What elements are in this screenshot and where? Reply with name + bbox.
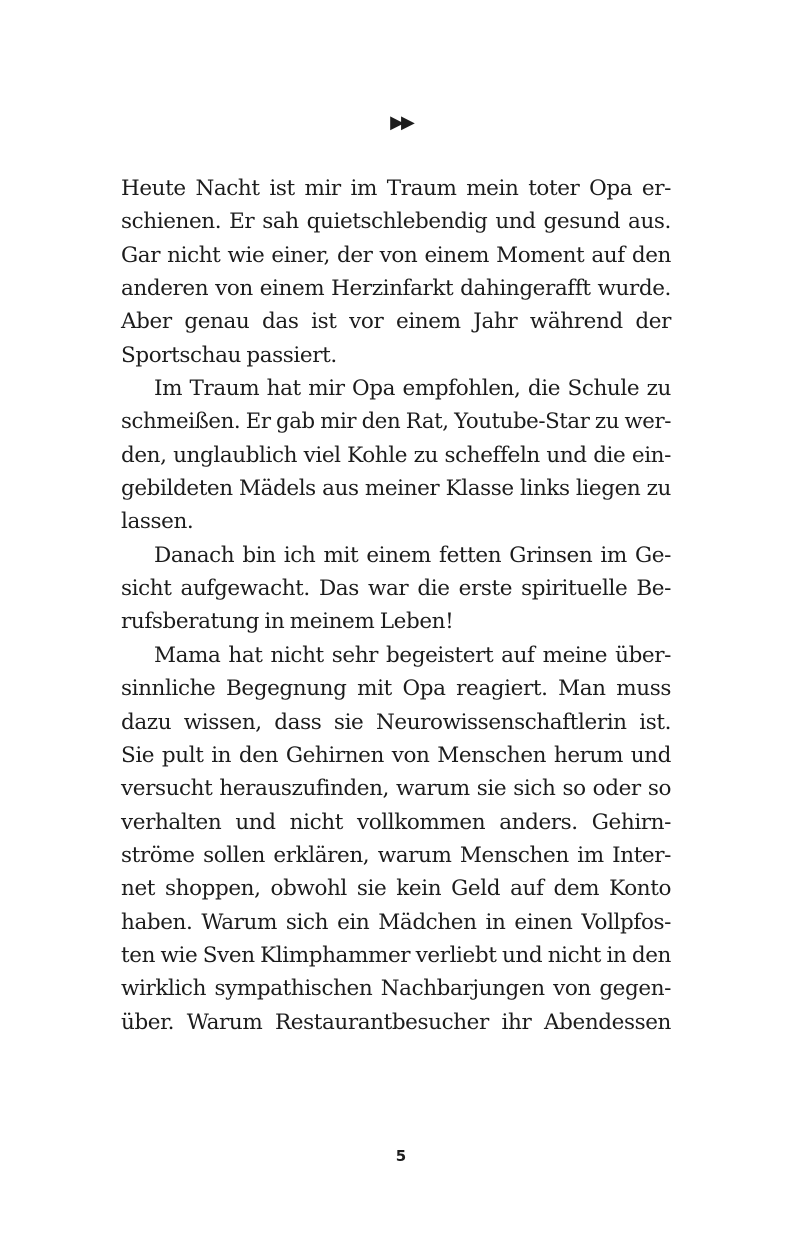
text-line: rufsberatung in meinem Leben! bbox=[121, 609, 454, 635]
text-line: Gar nicht wie einer, der von einem Moment auf den bbox=[121, 242, 671, 268]
text-line: dazu wissen, dass sie Neurowissenschaftlerin ist. bbox=[121, 709, 671, 735]
text-line: den, unglaublich viel Kohle zu scheffeln und die ein- bbox=[121, 442, 671, 468]
text-line: versucht herauszufinden, warum sie sich so oder so bbox=[121, 776, 671, 802]
text-line: verhalten und nicht vollkommen anders. Gehirn- bbox=[121, 809, 671, 835]
section-ornament-icon: ▶▶ bbox=[390, 112, 412, 133]
text-line: Heute Nacht ist mir im Traum mein toter Opa er- bbox=[121, 176, 671, 201]
text-line: lassen. bbox=[121, 509, 194, 535]
text-line: ströme sollen erklären, warum Menschen im Inter- bbox=[121, 842, 671, 868]
text-line: schienen. Er sah quietschlebendig und gesund aus. bbox=[121, 209, 671, 235]
text-line: Aber genau das ist vor einem Jahr während der bbox=[121, 309, 671, 335]
page-number: 5 bbox=[395, 1147, 407, 1165]
text-line: wirklich sympathischen Nachbarjungen von gegen- bbox=[121, 976, 671, 1002]
text-line: anderen von einem Herzinfarkt dahingerafft wurde. bbox=[121, 276, 671, 302]
text-line: net shoppen, obwohl sie kein Geld auf dem Konto bbox=[121, 876, 671, 902]
text-line: schmeißen. Er gab mir den Rat, Youtube-Star zu wer- bbox=[121, 409, 671, 435]
text-line: Im Traum hat mir Opa empfohlen, die Schule zu bbox=[154, 376, 671, 402]
text-line: Danach bin ich mit einem fetten Grinsen im Ge- bbox=[154, 542, 671, 568]
text-line: Sportschau passiert. bbox=[121, 342, 337, 368]
text-line: gebildeten Mädels aus meiner Klasse links liegen zu bbox=[121, 476, 671, 502]
text-line: über. Warum Restaurantbesucher ihr Abendessen bbox=[121, 1009, 671, 1035]
text-line: haben. Warum sich ein Mädchen in einen Vollpfos- bbox=[121, 909, 671, 935]
text-line: sicht aufgewacht. Das war die erste spirituelle Be- bbox=[121, 576, 671, 602]
text-line: sinnliche Begegnung mit Opa reagiert. Man muss bbox=[121, 676, 671, 702]
text-line: Sie pult in den Gehirnen von Menschen herum und bbox=[121, 742, 671, 768]
text-line: Mama hat nicht sehr begeistert auf meine über- bbox=[154, 642, 671, 668]
body-text bbox=[121, 172, 671, 1039]
text-line: ten wie Sven Klimphammer verliebt und nicht in den bbox=[121, 942, 671, 968]
